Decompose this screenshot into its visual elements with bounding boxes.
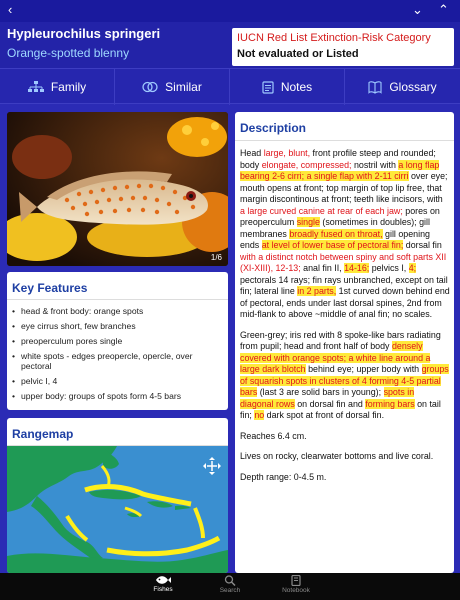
highlighted-text: broadly fused on throat, xyxy=(289,228,383,239)
tab-family-label: Family xyxy=(50,80,87,94)
highlighted-text: forming bars xyxy=(365,398,415,409)
description-text: (sometimes in doubles); gill membranes xyxy=(240,217,430,239)
fish-icon xyxy=(155,575,171,585)
tab-fishes-label: Fishes xyxy=(153,586,173,593)
description-text: anal fin II, xyxy=(300,263,345,273)
description-text: (last 3 are solid bars in young); xyxy=(257,387,384,397)
scientific-name: Hypleurochilus springeri xyxy=(7,26,161,41)
blenny-photo-image xyxy=(7,112,228,266)
description-text: Head xyxy=(240,148,264,158)
list-item: • head & front body: orange spots xyxy=(12,306,224,316)
key-features-panel xyxy=(7,272,228,410)
highlighted-text: at level of lower base of pectoral fin; xyxy=(261,240,404,250)
description-text: on dorsal fin and xyxy=(294,398,366,409)
highlighted-text: no xyxy=(254,410,265,420)
notes-icon xyxy=(262,81,274,94)
tab-glossary-label: Glossary xyxy=(389,80,437,94)
tab-notebook[interactable] xyxy=(266,575,326,594)
tab-fishes[interactable] xyxy=(133,575,193,593)
description-text: 1st curved down behind end of pectoral, ends under last dorsal spines, 2nd from mid-flank to above ~middle of anal fin; no scales. xyxy=(240,286,450,319)
range-map[interactable] xyxy=(7,446,228,573)
back-arrow-icon[interactable]: ‹ xyxy=(8,2,13,17)
description-title: Description xyxy=(240,121,307,135)
book-icon xyxy=(368,81,382,94)
description-body xyxy=(240,148,450,492)
description-text: behind eye; upper body with xyxy=(305,364,422,374)
notebook-icon xyxy=(291,575,301,586)
tab-similar[interactable] xyxy=(115,69,230,105)
description-depth: Depth range: 0-4.5 m. xyxy=(240,471,327,482)
description-morphology xyxy=(240,148,450,321)
iucn-title: IUCN Red List Extinction-Risk Category xyxy=(237,32,431,44)
highlighted-text: a long flap bearing 2-6 cirri; a single flap with 2-11 cirri xyxy=(240,159,440,181)
highlighted-text: 14-16; xyxy=(344,263,370,273)
highlighted-text: 4; xyxy=(408,263,417,273)
description-text: front profile steep and rounded; body xyxy=(240,148,436,170)
description-text: over eye; mouth opens at front; top margin of top lip free, that margin discontinous at front; teeth like incisors, with xyxy=(240,171,448,204)
highlighted-text: single xyxy=(296,217,320,227)
top-navigation-bar xyxy=(0,0,460,22)
description-size: Reaches 6.4 cm. xyxy=(240,430,307,441)
list-item: • upper body: groups of spots form 4-5 bars xyxy=(12,391,224,401)
photo-counter: 1/6 xyxy=(210,253,222,262)
bottom-tab-bar xyxy=(0,573,460,600)
previous-species-icon[interactable]: ⌃ xyxy=(438,2,449,17)
list-item: • preoperculum pores single xyxy=(12,336,224,346)
list-item: • eye cirrus short, few branches xyxy=(12,321,224,331)
rangemap-title: Rangemap xyxy=(12,427,74,441)
tab-notes[interactable] xyxy=(230,69,345,105)
description-habitat: Lives on rocky, clearwater bottoms and live coral. xyxy=(240,451,434,461)
description-text: Green-grey; iris red with 8 spoke-like bars radiating from pupil; head and front half of body xyxy=(240,329,441,351)
key-trait-text: elongate, compressed; xyxy=(261,159,352,170)
description-text: dorsal fin xyxy=(403,240,442,250)
description-panel xyxy=(235,112,454,573)
iucn-status-box xyxy=(232,28,454,66)
highlighted-text: spots in diagonal rows xyxy=(240,387,415,409)
tab-notes-label: Notes xyxy=(280,80,313,94)
next-species-icon[interactable]: ⌄ xyxy=(412,2,423,17)
tab-search[interactable] xyxy=(200,575,260,594)
tab-similar-label: Similar xyxy=(165,80,202,94)
description-text: pelvics I, xyxy=(369,263,409,273)
highlighted-text: groups of squarish spots in clusters of 4 forming 4-5 partial bars xyxy=(240,364,449,397)
key-features-list xyxy=(12,306,224,406)
key-trait-text: with a distinct notch between spiny and soft parts XII (XI-XIII), 12-13; xyxy=(240,251,447,273)
description-text: nostril with xyxy=(351,159,399,170)
highlighted-text: in 2 parts, xyxy=(297,286,337,296)
list-item: • pelvic I, 4 xyxy=(12,376,224,386)
tab-search-label: Search xyxy=(219,587,241,594)
species-photo[interactable] xyxy=(7,112,228,266)
description-text: pectorals 14 rays; fin rays unbranched, except on tail fin; lateral line xyxy=(240,274,448,296)
divider xyxy=(7,299,228,300)
divider xyxy=(235,140,454,141)
rangemap-panel xyxy=(7,418,228,573)
search-icon xyxy=(224,575,236,586)
family-tree-icon xyxy=(28,81,44,93)
description-coloration xyxy=(240,330,450,422)
key-trait-text: a large curved canine at rear of each jaw; xyxy=(240,205,403,216)
tab-family[interactable] xyxy=(0,69,115,105)
tab-notebook-label: Notebook xyxy=(282,587,310,594)
tab-glossary[interactable] xyxy=(345,69,460,105)
description-text: gill opening ends xyxy=(240,228,430,250)
species-header xyxy=(0,22,460,68)
description-text: pores on preoperculum xyxy=(240,205,440,227)
description-text: on tail fin; xyxy=(240,398,441,420)
iucn-value: Not evaluated or Listed xyxy=(237,48,359,60)
description-text: dark spot at front of dorsal fin. xyxy=(264,410,385,420)
list-item: • white spots - edges preopercle, opercle, over pectoral xyxy=(12,351,224,371)
similar-circles-icon xyxy=(142,81,158,93)
highlighted-text: densely covered with orange spots; a white line around a large dark blotch xyxy=(240,341,431,374)
key-features-title: Key Features xyxy=(12,281,88,295)
common-name: Orange-spotted blenny xyxy=(7,46,130,60)
section-tabs xyxy=(0,68,460,104)
key-trait-text: large, blunt, xyxy=(263,148,311,158)
